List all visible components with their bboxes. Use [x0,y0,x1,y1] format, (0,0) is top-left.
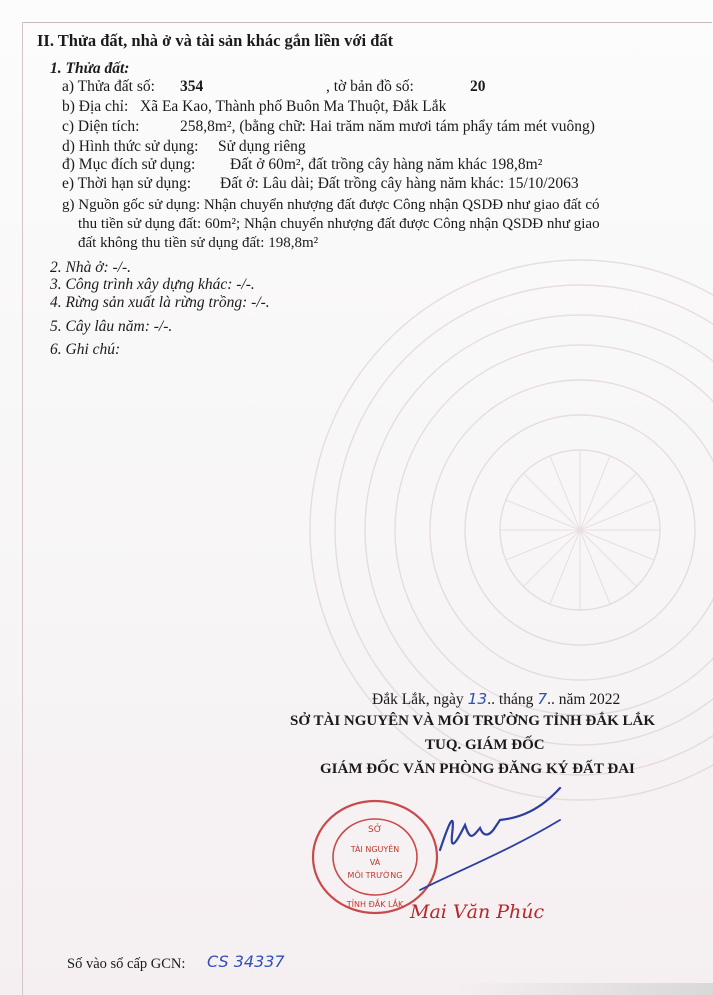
signer-name: Mai Văn Phúc [410,901,545,923]
purpose-value: Đất ở 60m², đất trồng cây hàng năm khác 198,8m² [230,156,543,173]
parcel-heading: 1. Thửa đất: [50,60,130,77]
svg-text:SỞ: SỞ [368,825,382,835]
use-form-label: d) Hình thức sử dụng: [62,138,199,155]
forest-item: 4. Rừng sản xuất là rừng trồng: -/-. [50,294,270,311]
svg-text:TỈNH ĐẮK LẮK: TỈNH ĐẮK LẮK [346,900,404,909]
area-label: c) Diện tích: [62,118,140,135]
term-label: e) Thời hạn sử dụng: [62,175,192,192]
date-line [372,690,620,709]
section-heading: II. Thửa đất, nhà ở và tài sản khác gắn liền với đất [37,31,394,50]
address-label: b) Địa chỉ: [62,98,129,115]
registry-label: Số vào sổ cấp GCN: [67,956,186,972]
perennial-item: 5. Cây lâu năm: -/-. [50,318,173,335]
notes-item: 6. Ghi chú: [50,341,121,358]
svg-text:VÀ: VÀ [369,858,381,867]
parcel-number-value: 354 [180,78,204,95]
svg-text:MÔI TRƯỜNG: MÔI TRƯỜNG [347,871,403,880]
border-line-left [22,22,23,995]
signature-scribble [400,780,600,900]
issuing-agency: SỞ TÀI NGUYÊN VÀ MÔI TRƯỜNG TỈNH ĐẮK LẮK [290,713,656,729]
use-form-value: Sử dụng riêng [218,138,306,155]
origin-line-2: thu tiền sử dụng đất: 60m²; Nhận chuyển nhượng đất được Công nhận QSDĐ như giao [78,216,600,232]
border-line-top [22,22,712,23]
construction-item: 3. Công trình xây dựng khác: -/-. [50,276,255,293]
area-value: 258,8m², (bằng chữ: Hai trăm năm mươi tám phẩy tám mét vuông) [180,118,595,135]
svg-text:TÀI NGUYÊN: TÀI NGUYÊN [350,845,400,854]
address-value: Xã Ea Kao, Thành phố Buôn Ma Thuột, Đắk Lắk [140,98,447,115]
date-month-label: .. tháng [487,691,538,708]
house-item: 2. Nhà ở: -/-. [50,259,132,276]
date-day: 13 [467,690,488,708]
map-sheet-label: , tờ bản đồ số: [326,78,414,95]
origin-line-1: g) Nguồn gốc sử dụng: Nhận chuyển nhượng đất được Công nhận QSDĐ như giao đất có [62,197,600,213]
date-prefix: Đắk Lắk, ngày [372,691,468,708]
map-sheet-value: 20 [470,78,486,95]
on-behalf-line: TUQ. GIÁM ĐỐC [425,737,545,753]
parcel-number-label: a) Thửa đất số: [62,78,155,95]
bottom-edge-smudge [453,983,713,995]
registry-number: CS 34337 [207,952,285,971]
signer-title: GIÁM ĐỐC VĂN PHÒNG ĐĂNG KÝ ĐẤT ĐAI [320,761,635,777]
term-value: Đất ở: Lâu dài; Đất trồng cây hàng năm khác: 15/10/2063 [220,175,579,192]
date-month: 7 [537,690,548,708]
origin-line-3: đất không thu tiền sử dụng đất: 198,8m² [78,235,319,251]
date-year: .. năm 2022 [547,691,621,708]
purpose-label: đ) Mục đích sử dụng: [62,156,196,173]
